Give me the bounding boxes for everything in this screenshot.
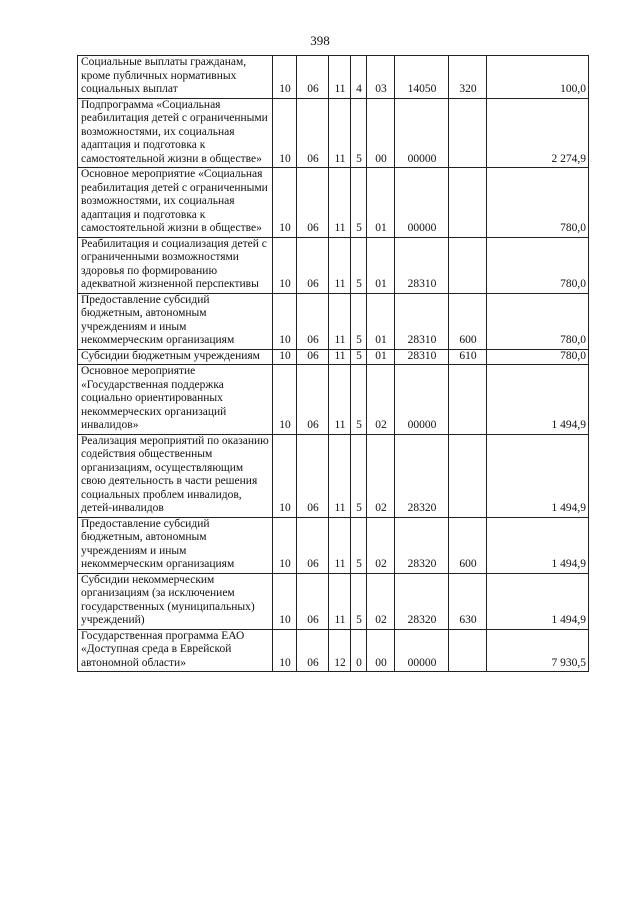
row-program-code: 11 [329, 293, 351, 349]
row-program-code: 11 [329, 98, 351, 168]
row-event-code: 01 [367, 293, 395, 349]
row-subsection: 06 [297, 434, 329, 517]
row-sum: 780,0 [487, 293, 589, 349]
row-subsection: 06 [297, 349, 329, 365]
row-direction-code: 00000 [395, 168, 449, 238]
row-subsection: 06 [297, 237, 329, 293]
row-sum: 1 494,9 [487, 434, 589, 517]
row-name: Подпрограмма «Социальная реабилитация детей с ограниченными возможностями, их социальная адаптация и подготовка к самостоятельной жизни в обществе» [78, 98, 273, 168]
row-expense-type: 600 [449, 293, 487, 349]
row-expense-type [449, 434, 487, 517]
row-direction-code: 28320 [395, 517, 449, 573]
row-direction-code: 14050 [395, 56, 449, 99]
row-event-code: 02 [367, 517, 395, 573]
row-subsection: 06 [297, 517, 329, 573]
row-name: Социальные выплаты гражданам, кроме публичных нормативных социальных выплат [78, 56, 273, 99]
row-subprogram-code: 5 [351, 434, 367, 517]
row-event-code: 01 [367, 168, 395, 238]
table-row [78, 168, 589, 238]
row-expense-type [449, 629, 487, 672]
budget-table [77, 55, 589, 672]
row-section: 10 [273, 56, 297, 99]
row-section: 10 [273, 629, 297, 672]
row-program-code: 11 [329, 573, 351, 629]
row-section: 10 [273, 434, 297, 517]
row-direction-code: 00000 [395, 365, 449, 435]
row-expense-type: 600 [449, 517, 487, 573]
row-subsection: 06 [297, 98, 329, 168]
row-direction-code: 00000 [395, 629, 449, 672]
row-direction-code: 28310 [395, 237, 449, 293]
row-expense-type: 630 [449, 573, 487, 629]
row-section: 10 [273, 237, 297, 293]
table-row [78, 365, 589, 435]
table-row [78, 237, 589, 293]
row-sum: 1 494,9 [487, 573, 589, 629]
row-expense-type [449, 237, 487, 293]
row-program-code: 11 [329, 237, 351, 293]
row-section: 10 [273, 349, 297, 365]
row-section: 10 [273, 573, 297, 629]
row-expense-type [449, 98, 487, 168]
page-number: 398 [310, 33, 330, 48]
row-event-code: 02 [367, 365, 395, 435]
row-sum: 780,0 [487, 349, 589, 365]
row-section: 10 [273, 168, 297, 238]
row-expense-type: 610 [449, 349, 487, 365]
row-subprogram-code: 5 [351, 293, 367, 349]
row-name: Предоставление субсидий бюджетным, автономным учреждениям и иным некоммерческим организациям [78, 293, 273, 349]
row-name: Государственная программа ЕАО «Доступная среда в Еврейской автономной области» [78, 629, 273, 672]
row-name: Реабилитация и социализация детей с ограниченными возможностями здоровья по формированию адекватной жизненной перспективы [78, 237, 273, 293]
row-program-code: 11 [329, 168, 351, 238]
row-section: 10 [273, 365, 297, 435]
row-subsection: 06 [297, 293, 329, 349]
row-sum: 780,0 [487, 237, 589, 293]
row-program-code: 12 [329, 629, 351, 672]
row-name: Реализация мероприятий по оказанию содействия общественным организациям, осуществляющим свою деятельность в части решения социальных проблем инвалидов, детей-инвалидов [78, 434, 273, 517]
table-row [78, 629, 589, 672]
row-section: 10 [273, 98, 297, 168]
row-subprogram-code: 5 [351, 349, 367, 365]
row-name: Предоставление субсидий бюджетным, автономным учреждениям и иным некоммерческим организациям [78, 517, 273, 573]
row-program-code: 11 [329, 517, 351, 573]
row-name: Субсидии некоммерческим организациям (за исключением государственных (муниципальных) учреждений) [78, 573, 273, 629]
table-row [78, 573, 589, 629]
row-program-code: 11 [329, 349, 351, 365]
row-sum: 780,0 [487, 168, 589, 238]
table-row [78, 98, 589, 168]
row-name: Субсидии бюджетным учреждениям [78, 349, 273, 365]
row-subprogram-code: 0 [351, 629, 367, 672]
row-program-code: 11 [329, 56, 351, 99]
table-row [78, 517, 589, 573]
row-subprogram-code: 5 [351, 365, 367, 435]
row-sum: 1 494,9 [487, 365, 589, 435]
row-expense-type [449, 168, 487, 238]
row-direction-code: 00000 [395, 98, 449, 168]
row-program-code: 11 [329, 434, 351, 517]
row-section: 10 [273, 517, 297, 573]
row-expense-type: 320 [449, 56, 487, 99]
row-sum: 2 274,9 [487, 98, 589, 168]
row-sum: 7 930,5 [487, 629, 589, 672]
row-subprogram-code: 5 [351, 98, 367, 168]
row-name: Основное мероприятие «Государственная поддержка социально ориентированных некоммерческих организаций инвалидов» [78, 365, 273, 435]
row-subprogram-code: 5 [351, 573, 367, 629]
row-subsection: 06 [297, 365, 329, 435]
row-subprogram-code: 4 [351, 56, 367, 99]
row-name: Основное мероприятие «Социальная реабилитация детей с ограниченными возможностями, их социальная адаптация и подготовка к самостоятельной жизни в обществе» [78, 168, 273, 238]
table-row [78, 293, 589, 349]
row-subsection: 06 [297, 168, 329, 238]
row-event-code: 02 [367, 434, 395, 517]
table-row [78, 56, 589, 99]
table-row [78, 434, 589, 517]
row-event-code: 00 [367, 629, 395, 672]
row-event-code: 03 [367, 56, 395, 99]
row-event-code: 01 [367, 349, 395, 365]
row-event-code: 01 [367, 237, 395, 293]
row-subprogram-code: 5 [351, 237, 367, 293]
table-row [78, 349, 589, 365]
row-subsection: 06 [297, 573, 329, 629]
row-subprogram-code: 5 [351, 517, 367, 573]
row-subprogram-code: 5 [351, 168, 367, 238]
row-sum: 100,0 [487, 56, 589, 99]
row-subsection: 06 [297, 56, 329, 99]
row-expense-type [449, 365, 487, 435]
row-direction-code: 28320 [395, 573, 449, 629]
row-event-code: 00 [367, 98, 395, 168]
row-program-code: 11 [329, 365, 351, 435]
row-section: 10 [273, 293, 297, 349]
row-direction-code: 28320 [395, 434, 449, 517]
row-sum: 1 494,9 [487, 517, 589, 573]
row-direction-code: 28310 [395, 293, 449, 349]
row-direction-code: 28310 [395, 349, 449, 365]
row-event-code: 02 [367, 573, 395, 629]
row-subsection: 06 [297, 629, 329, 672]
